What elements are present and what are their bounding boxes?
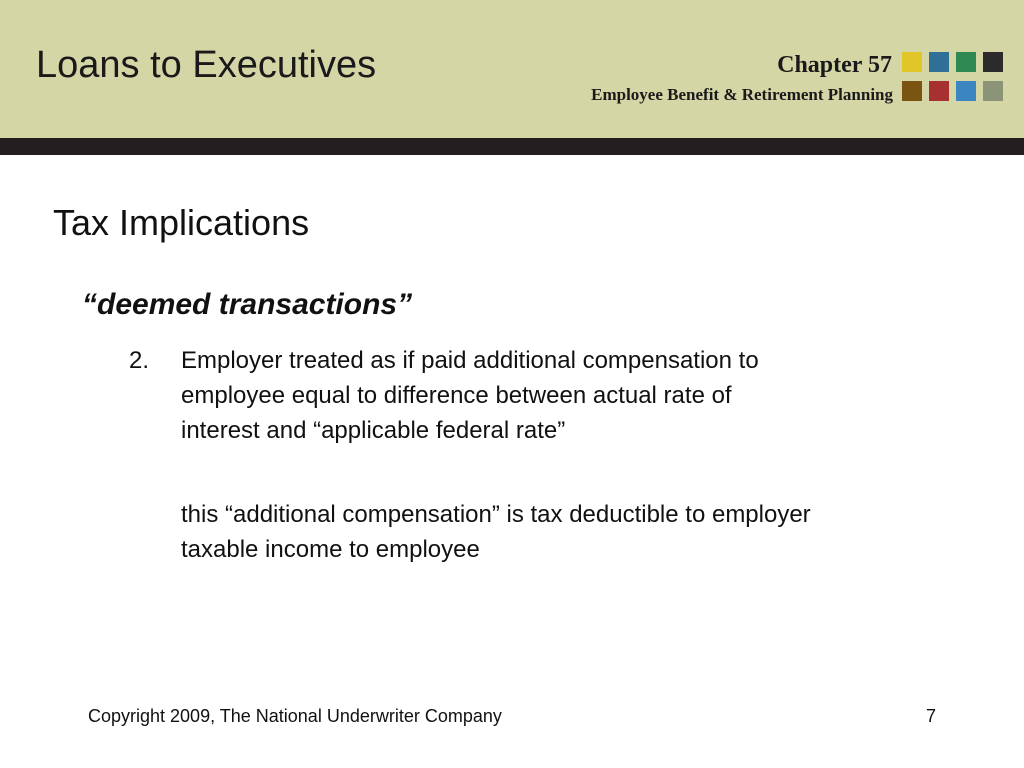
note-line: this “additional compensation” is tax deductible to employer <box>181 501 811 528</box>
chapter-label: Chapter 57 <box>777 52 892 78</box>
swatch-blue <box>929 52 949 72</box>
subheading: “deemed transactions” <box>82 288 413 321</box>
header-divider-bar <box>0 138 1024 155</box>
item-number: 2. <box>129 347 150 374</box>
slide-title: Loans to Executives <box>36 44 377 86</box>
header-band <box>0 0 1024 139</box>
page-number: 7 <box>926 706 937 726</box>
item-line: interest and “applicable federal rate” <box>181 417 566 444</box>
swatch-green <box>956 52 976 72</box>
item-line: employee equal to difference between actual rate of <box>181 382 732 409</box>
color-swatch-grid <box>902 52 1004 102</box>
note-block <box>181 497 981 567</box>
book-title: Employee Benefit & Retirement Planning <box>591 85 893 104</box>
swatch-gray-green <box>983 81 1003 101</box>
swatch-black <box>983 52 1003 72</box>
swatch-brown <box>902 81 922 101</box>
footer-copyright: Copyright 2009, The National Underwriter Company <box>88 706 502 726</box>
item-text <box>181 343 921 448</box>
item-line: Employer treated as if paid additional compensation to <box>181 347 759 374</box>
swatch-yellow <box>902 52 922 72</box>
section-heading: Tax Implications <box>53 202 310 243</box>
swatch-light-blue <box>956 81 976 101</box>
note-line: taxable income to employee <box>181 536 480 563</box>
swatch-red <box>929 81 949 101</box>
